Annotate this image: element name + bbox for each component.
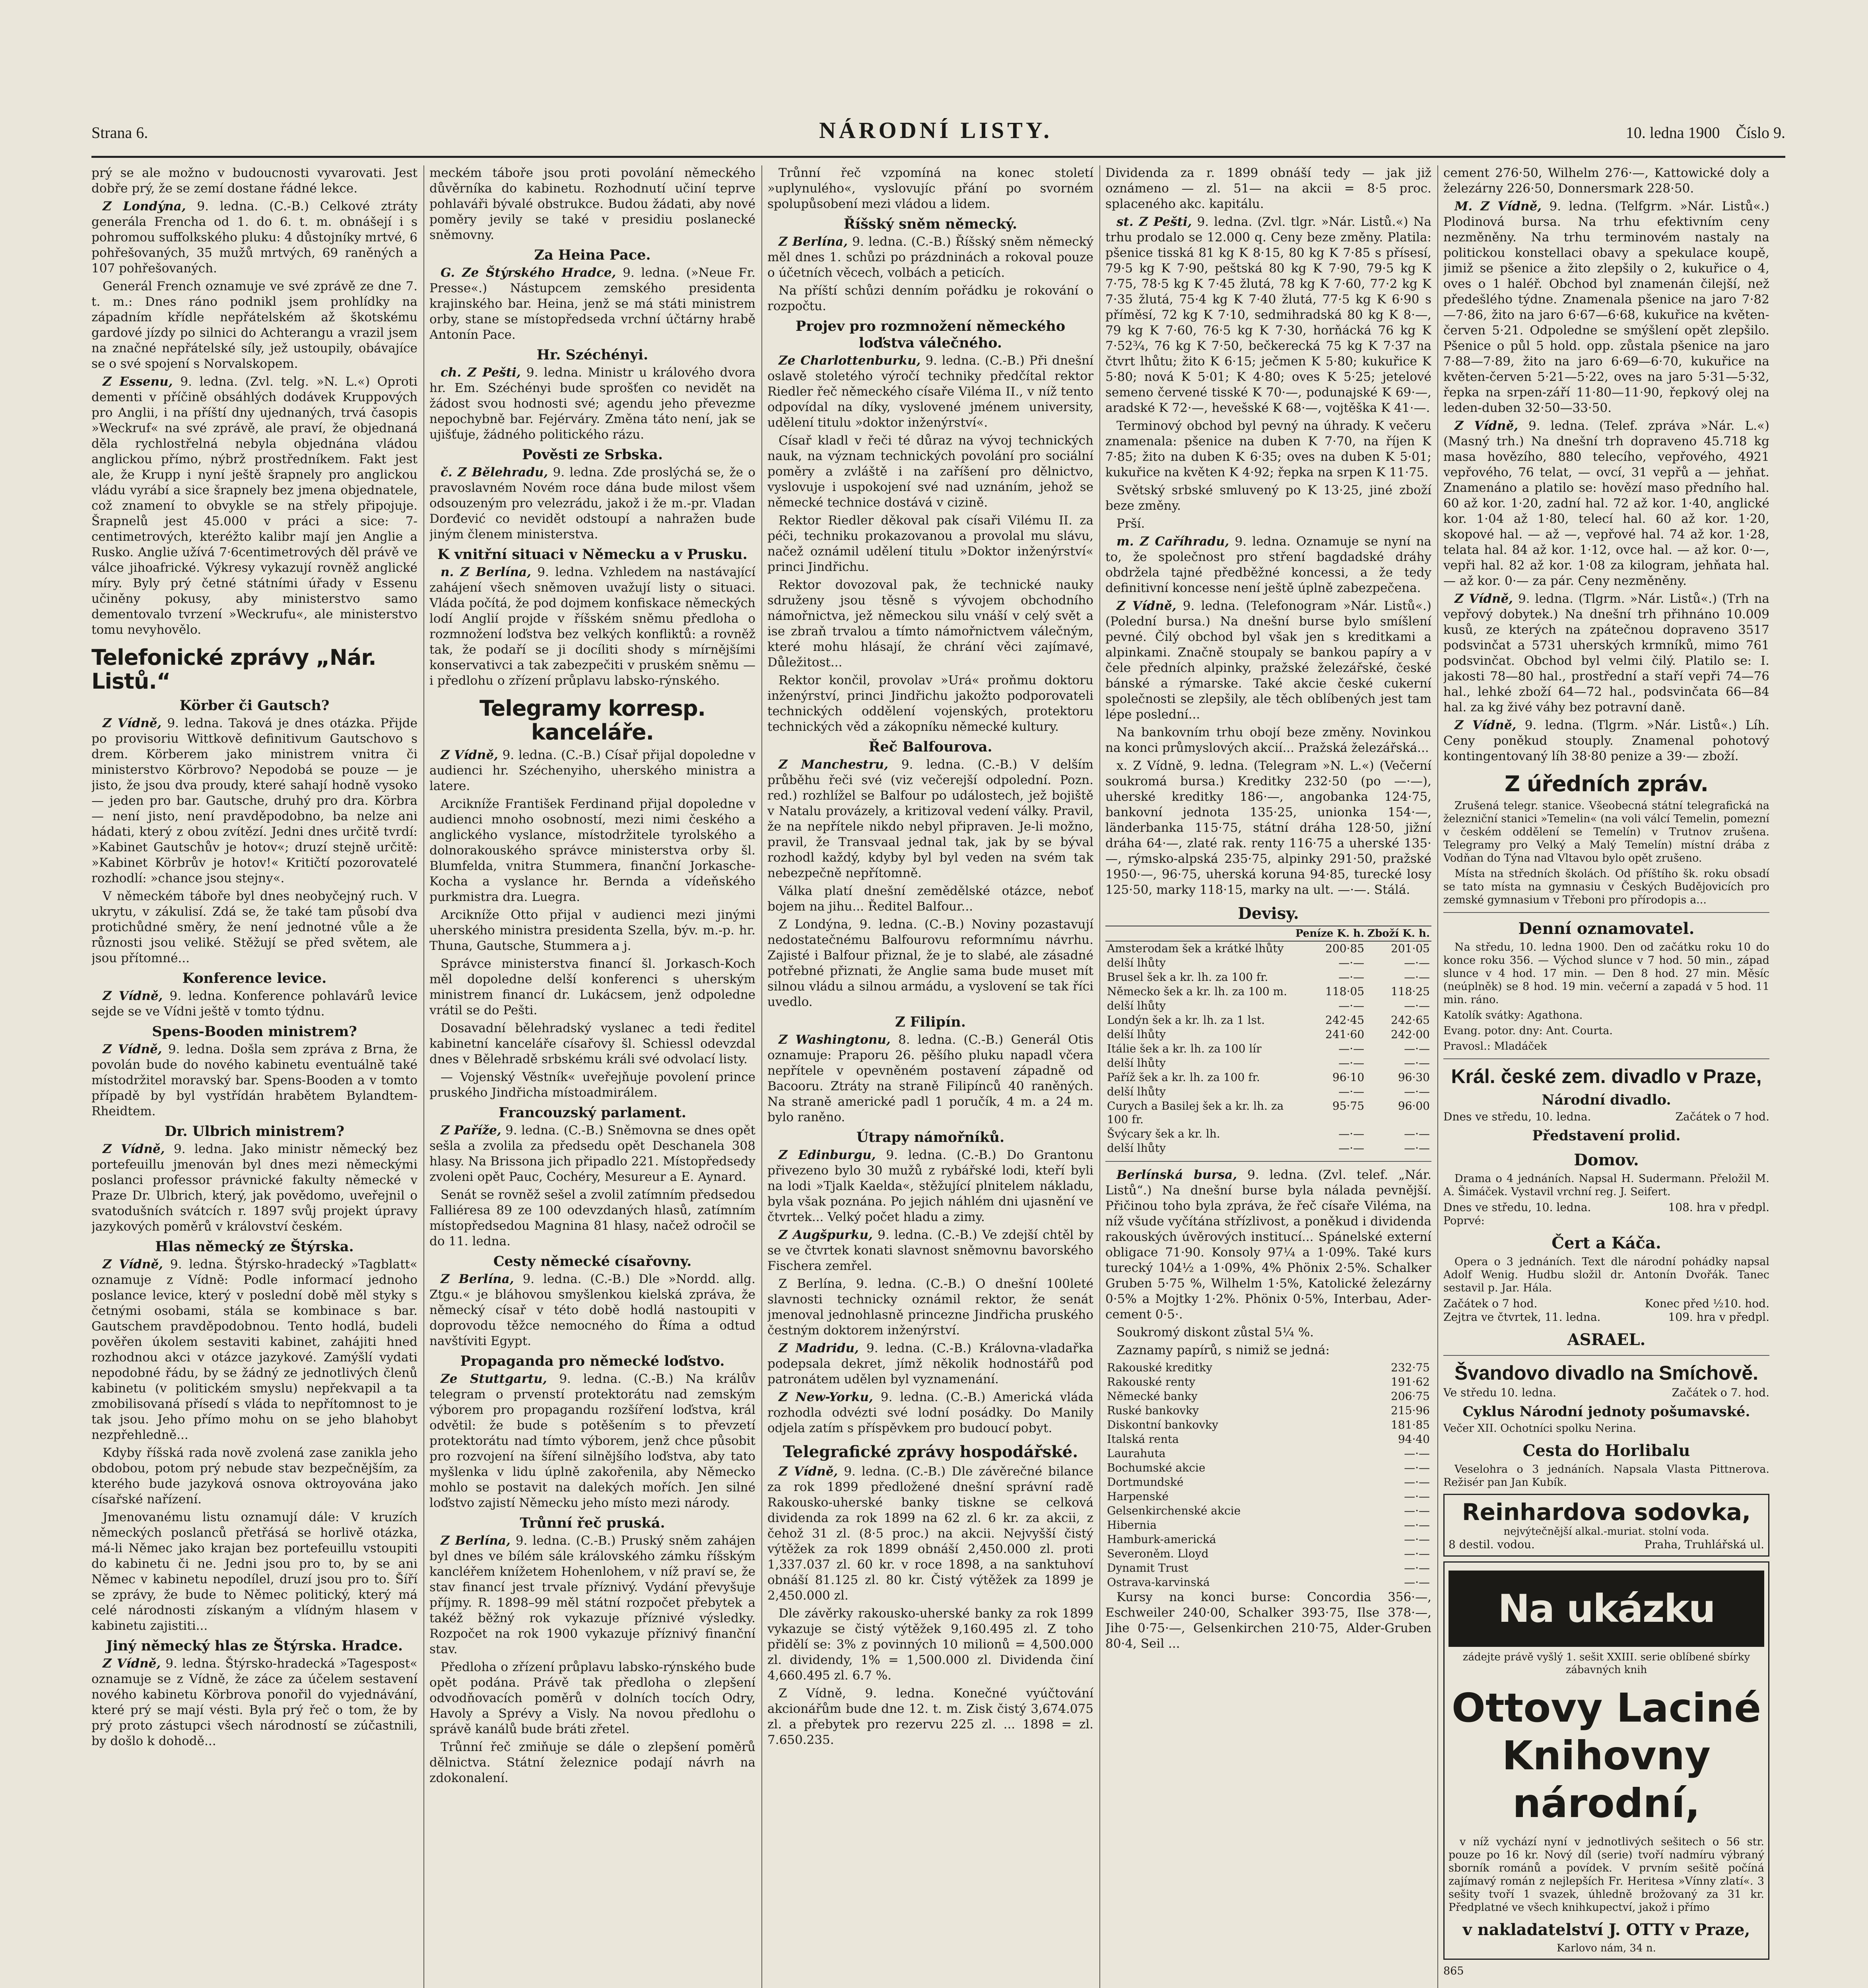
paragraph: Z Berlína, 9. ledna. (C.-B.) Dle »Nordd. allg. Ztgu.« je bláhovou smyšlenkou kielská zpráva, že německý císař v této době hodlá nastoupiti v doprovodu těžce nemocného do Říma a odtud navštíviti Egypt.	[429, 1272, 755, 1348]
paragraph: Dosavadní bělehradský vyslanec a tedi ředitel kabinetní kanceláře císařovy šl. Schiessl odevzdal dnes v Bělehradě srbskému králi své odvolací listy.	[429, 1021, 755, 1066]
table-header: Peníze K. h.	[1295, 928, 1365, 940]
paragraph: Místa na středních školách. Od příštího šk. roku obsadí se tato místa na gymnasiu v Českých Budějovicích pro zemské gymnasium v Třeboni pro přírodopis a...	[1443, 868, 1769, 906]
play-title: Domov.	[1574, 1151, 1639, 1169]
table-cell: delší lhůty	[1107, 1085, 1166, 1098]
paragraph: Rektor Riedler děkoval pak císaři Vilému II. za péči, techniku prokazovanou a provolal mu slávu, načež oznámil udělení titulu »Doktor inženýrství« princi Jindřichu.	[767, 513, 1093, 574]
paragraph: Z Londýna, 9. ledna. (C.-B.) Celkové ztráty generála Frencha od 1. do 6. t. m. obnášejí i s pohromou suffolkského pluku: 4 důstojníky mrtvé, 6 pohřešovaných, 35 mužů mrtvých, 69 raněných a 107 pohřešovaných.	[91, 199, 417, 276]
column-divider	[761, 165, 762, 1988]
article-heading: Cesty německé císařovny.	[493, 1253, 692, 1270]
article-heading: Útrapy námořníků.	[856, 1129, 1005, 1145]
article-heading: Francouzský parlament.	[499, 1105, 686, 1121]
paragraph: Z Madridu, 9. ledna. (C.-B.) Královna-vladařka podepsala dekret, jímž několik hodnostářů pod patronátem udělen byl vyznamenání.	[767, 1341, 1093, 1386]
table-cell: —·—	[1338, 999, 1365, 1012]
issue-date: 10. ledna 1900	[1625, 124, 1720, 142]
table-row	[1105, 1561, 1431, 1575]
paragraph: Ze Charlottenburku, 9. ledna. (C.-B.) Při dnešní oslavě stoletého výročí techniky předčítal rektor Riedler řeč německého císaře Viléma II., v níž tento odpovídal na díky, vyslovené jménem university, udělení titulu »doktor inženýrství«.	[767, 353, 1093, 430]
paragraph: Rektor končil, provolav »Urá« proňmu doktoru inženýrství, princi Jindřichu jakožto podporovateli technických oddělení vojenských, protektoru technických věd a zákopníku německé kultury.	[767, 673, 1093, 734]
issue-number: Číslo 9.	[1736, 124, 1785, 142]
table-cell: 242·65	[1391, 1013, 1430, 1027]
paragraph: Z Berlína, 9. ledna. (C.-B.) Pruský sněm zahájen byl dnes ve bílém sále královského zámku říšským kancléřem knížetem Hohenlohem, v níž praví se, že stav financí jest trvale příznivý. Vydání převyšuje příjmy. R. 1898–99 měl státní rozpočet přebytek a takéž běžný rok vykazuje příznivé výsledky. Rozpočet na rok 1900 vykazuje příznivý finanční stav.	[429, 1534, 755, 1656]
table-row	[1105, 1042, 1431, 1056]
table-cell: 191·62	[1391, 1375, 1430, 1388]
table-cell: —·—	[1404, 1490, 1430, 1503]
table-row	[1105, 970, 1431, 984]
article-heading: Körber či Gautsch?	[179, 697, 330, 714]
ad-publisher: v nakladatelství J. OTTY v Praze,	[1462, 1920, 1750, 1939]
play-title: Cesta do Horlibalu	[1522, 1441, 1690, 1460]
paragraph: Trůnní řeč zmiňuje se dále o zlepšení poměrů dělnictva. Státní železnice podají návrh na zdokonalení.	[429, 1740, 755, 1785]
table-cell: Italská renta	[1107, 1433, 1179, 1446]
ad-text: zádejte právě vyšlý 1. sešit XXIII. serie oblíbené sbírky zábavných knih	[1462, 1651, 1750, 1676]
divider	[1443, 1355, 1769, 1356]
ad-headline: Reinhardova sodovka,	[1462, 1499, 1751, 1526]
paragraph: Na příští schůzi denním pořádku je rokování o rozpočtu.	[767, 283, 1093, 313]
table-cell: Curych a Basilej šek a kr. lh. za 100 fr.	[1107, 1099, 1284, 1126]
paragraph: Berlínská bursa, 9. ledna. (Zvl. telef. „Nár. Listů“.) Na dnešní burse byla nálada pevnější. Přičinou toho byla zpráva, že řeč císaře Viléma, na níž všude vyčítána střízlivost, a poněkud i dividenda rakouských úvěrových institucí... Spánelské externí obligace 71·90. Konsoly 97¼ a 1·09%. Také kurs turecký 104½ a 1·09%, 4% Phönix 2·5%. Schalker Gruben 5·75 %, Wilhelm 1·5%, Katolické železárny 0·5% a Mojtky 1·2%. Phönix 0·5%, Interbau, Ader-cement 0·5·.	[1105, 1168, 1431, 1322]
table-row	[1105, 1127, 1431, 1141]
paragraph: Kursy na konci burse: Concordia 356·—, Eschweiler 240·00, Schalker 393·75, Ilse 378·—, Jihe 0·75·—, Gelsenkirchen 210·75, Alder-Gruben 80·4, Seil ...	[1105, 1590, 1431, 1651]
table-row	[1105, 1389, 1431, 1404]
ad-headline: Ottovy Laciné Knihovny národní,	[1451, 1685, 1761, 1827]
berlin-quotes-table	[1105, 1361, 1431, 1590]
ad-banner: Na ukázku	[1449, 1571, 1764, 1647]
article-heading: Hr. Széchényi.	[536, 347, 649, 363]
column-3	[767, 165, 1093, 1988]
table-row	[1105, 1575, 1431, 1590]
article-heading: K vnitřní situaci v Německu a v Prusku.	[437, 546, 748, 563]
paragraph: m. Z Caříhradu, 9. ledna. Oznamuje se nyní na to, že společnost pro stření bagdadské dráhy obdržela tajné předběžné koncessi, a že tedy definitivní koncesse není ještě úplně zabezpečena.	[1105, 534, 1431, 595]
column-5	[1443, 165, 1769, 1988]
ad-text: v níž vychází nyní v jednotlivých sešitech o 56 str. pouze po 16 kr. Nový díl (serie) tvoří nadmíru výbraný sborník románů a povídek. V prvním sešitě počíná zajímavý román z nejlepších Fr. Heritesa »Vínny zlatí«. 3 sešity tvoří 1 svazek, úhledně brožovaný za 31 kr. Předplatné ve všech knihkupectví, jakož i přímo	[1449, 1836, 1764, 1914]
table-cell: 215·96	[1391, 1404, 1430, 1417]
table-cell: delší lhůty	[1107, 999, 1166, 1012]
table-cell: —·—	[1404, 1042, 1430, 1055]
paragraph: Rektor dovozoval pak, že technické nauky sdruženy jsou těsně s vývojem obchodního námořnictva, jež německou silu vnáší v celý svět a ise zbraň trvalou a tímto námořnictvem válečným, které mohu hlásají, že chrání věci zajímavé, Důležitost...	[767, 578, 1093, 670]
table-row	[1105, 1070, 1431, 1085]
table-cell: 96·10	[1332, 1071, 1365, 1084]
table-cell: Ruské bankovky	[1107, 1404, 1199, 1417]
paragraph: Zaznamy papírů, s nimiž se jedná:	[1117, 1343, 1330, 1357]
paragraph: Evang. potor. dny: Ant. Courta.	[1443, 1025, 1613, 1037]
theatre-title: Král. české zem. divadlo v Praze,	[1451, 1065, 1762, 1087]
section-title: Telefonické zprávy „Nár. Listů.“	[91, 645, 376, 694]
table-cell: —·—	[1338, 1042, 1365, 1055]
paragraph: Z Vídně, 9. ledna. Jako ministr německý bez portefeuillu jmenován byl dnes mezi německými poslanci professor právnické fakulty německé v Praze Dr. Ulbrich, který, jak povědomo, uveřejnil o svatodušních svátcích r. 1897 svůj projekt úpravy jazykových poměrů v království českém.	[91, 1142, 417, 1234]
listing-row: Ve středu 10. ledna. Začátek o 7. hod.	[1443, 1386, 1769, 1399]
table-cell: —·—	[1404, 1504, 1430, 1517]
paragraph: Z Londýna, 9. ledna. (C.-B.) Noviny pozastavují nedostatečnému Balfourovu reformnímu návrhu. Zajisté i Balfour přiznal, že je to slabé, ale zásadné potřebné přiznati, že Anglie sama bude muset mít silnou vládu a silnou armádu, a vyslovení se tak říci uvedlo.	[767, 917, 1093, 1009]
paragraph: Z Vídně, 9. ledna. Štýrsko-hradecká »Tagespost« oznamuje se z Vídně, že záce za účelem sestavení nového kabinetu Körbrova ponořil do vyjednávání, které prý se mají vésti. Byla prý řeč o tom, že by prý proto zástupci všech národností se zúčastnili, by došlo k dohodě...	[91, 1656, 417, 1748]
paragraph: Císař kladl v řeči té důraz na vývoj technických nauk, na význam technických povolání pro sociální poměry a zvláště i na zaříšení pro dělnictvo, vyslovuje i uspokojení své nad uznáním, jehož se německé technice dostává v cizině.	[767, 433, 1093, 510]
page-header	[91, 119, 1785, 151]
table-cell: —·—	[1404, 1461, 1430, 1474]
table-row	[1105, 1056, 1431, 1070]
paragraph: Generál French oznamuje ve své zprávě ze dne 7. t. m.: Dnes ráno podnikl jsem prohlídky na západním křídle nepřátelském až škotskému gardové jízdy po silnici do Achterangu a vrazil jsem na značné nepřátelské síly, jež ustoupily, obávajíce se o své spojení s Norvalskopem.	[91, 279, 417, 371]
paragraph: Z Vídně, 9. ledna. (Tlgrm. »Nár. Listů«.) Líh. Ceny poněkud stouply. Znamenal pohotový kontingentovaný líh 38·80 penize a 39·— zboží.	[1443, 718, 1769, 763]
paragraph: Z Manchestru, 9. ledna. (C.-B.) V delším průběhu řeči své (viz večerejší odpolední. Pozn. red.) rozhlížel se Balfour po událostech, jež bojiště v Natalu provázely, a kritizoval vedení války. Pravil, že na nepřítele nikdo nebyl připraven. Je-li možno, pravil, že Transvaal jednal tak, jak by se býval rozhodl každý, kdyby byl byl veden na svém tak nebezpečně nepřítomně.	[767, 757, 1093, 880]
table-cell: —·—	[1404, 971, 1430, 984]
article-heading: Z Filipín.	[895, 1014, 966, 1030]
table-cell: Harpenské	[1107, 1490, 1169, 1503]
table-title: Devisy.	[1238, 904, 1299, 923]
paragraph: prý se ale možno v budoucnosti vyvarovati. Jest dobře prý, že se zemí dostane řádné lekce.	[91, 166, 417, 196]
table-cell: delší lhůty	[1107, 1142, 1166, 1155]
listing-note: Cyklus Národní jednoty pošumavské.	[1462, 1404, 1750, 1420]
paragraph: n. Z Berlína, 9. ledna. Vzhledem na nastávající zahájení všech sněmoven uvažují listy o situaci. Vláda počítá, že pod dojmem konfiskace německých lodí Anglií projde v říšském sněmu předloha o rozmnožení loďstva bez velkých konfliktů: a rovněž tak, že podaří se ji docíliti shody s mírnějšími konservativci a tak zabezpečiti v pruském sněmu — i předlohu o zřízení průplavu labsko-rýnského.	[429, 565, 755, 688]
table-cell: —·—	[1338, 1142, 1365, 1155]
column-divider	[1437, 165, 1438, 1988]
paragraph: Dividenda za r. 1899 obnáší tedy — jak již oznámeno — zl. 51— na akcii = 8·5 proc. splaceného akc. kapitálu.	[1105, 166, 1431, 211]
table-row	[1105, 1432, 1431, 1446]
advertisement-otto	[1443, 1561, 1769, 1960]
section-title: Denní oznamovatel.	[1518, 919, 1695, 938]
paragraph: Z Vídně, 9. ledna. (C.-B.) Dle závěrečné bilance za rok 1899 předložené dnešní správní radě Rakousko-uherské banky tiskne se celková dividenda za rok 1899 na 62 zl. 6 kr. za akcii, z čehož 31 zl. (8·5 proc.) na akcii. Nejvyšší čistý výtěžek za rok 1899 obnáší 2,450.000 zl. proti 1,337.037 zl. 60 kr. v roce 1898, a na sanktuhoví obnáší 81.125 zl. 80 kr. Čistý výtěžek za 1899 je 2,450.000 zl.	[767, 1464, 1093, 1603]
table-cell: —·—	[1404, 1547, 1430, 1560]
paragraph: Arcikníže František Ferdinand přijal dopoledne v audienci mnoho osobností, mezi nimi českého a anglického vyslance, místodržitele tyrolského a dolnorakouského správce ministerstva orby šl. Blumfelda, vnitra Stummera, finanční Jorkasche-Kocha a vyslance hr. Bernda a vídeňského purkmistra dra. Luegra.	[429, 797, 755, 904]
table-row	[1105, 956, 1431, 970]
table-cell: 242·00	[1391, 1028, 1430, 1041]
table-cell: Německo šek a kr. lh. za 100 m.	[1107, 985, 1287, 998]
table-cell: —·—	[1404, 956, 1430, 969]
paragraph: Z Washingtonu, 8. ledna. (C.-B.) Generál Otis oznamuje: Praporu 26. pěšího pluku napadl včera nepřítele v opevněném postavení západně od Bacooru. Ztráty na straně Filipínců 40 raněných. Na straně americké padl 1 poručík, 4 m. a 24 m. bylo raněno.	[767, 1033, 1093, 1124]
article-heading: Říšský sněm německý.	[843, 216, 1017, 232]
table-cell: 206·75	[1391, 1390, 1430, 1403]
article-heading: Trůnní řeč pruská.	[520, 1515, 665, 1531]
table-cell: —·—	[1404, 1561, 1430, 1574]
paragraph: Jmenovanému listu oznamují dále: V kruzích německých poslanců přetřásá se horlivě otázka, má-li Němec jako krajan bez portefeuillu vstoupiti do kabinetu či ne. Jedni jsou pro to, by se ani Němec v kabinetu nepodílel, druzí jsou pro to. Šíří se zprávy, že bude to Němec politický, který má celé národnosti získaným a vlídným hlasem v kabinetu zajistiti...	[91, 1510, 417, 1633]
listing-row: Dnes ve středu, 10. ledna. Začátek o 7 hod.	[1443, 1110, 1769, 1123]
table-row	[1105, 1446, 1431, 1461]
paragraph: Senát se rovněž sešel a zvolil zatímním předsedou Falliéresa 89 ze 100 odevzdaných hlasů, zatímním místopředsedou Magnina 81 hlasy, načež odročil se do 11. ledna.	[429, 1188, 755, 1248]
paragraph: Opera o 3 jednáních. Text dle národní pohádky napsal Adolf Wenig. Hudbu složil dr. Antonín Dvořák. Tanec sestavil p. Jar. Hála.	[1443, 1256, 1769, 1294]
theatre-subtitle: Národní divadlo.	[1542, 1092, 1671, 1108]
paragraph: V německém táboře byl dnes neobyčejný ruch. V ukrytu, v zákulisí. Zdá se, že také tam působí dva protichůdné směry, že není jednotné vůle a že různosti jsou veliké. Stěžují se před světem, ale jsou přítomné...	[91, 889, 417, 965]
ad-text: nejvýtečnější alkal.-muriat. stolní voda.	[1503, 1526, 1709, 1538]
table-row	[1105, 1532, 1431, 1547]
column-divider	[1099, 165, 1100, 1988]
masthead: NÁRODNÍ LISTY.	[819, 117, 1052, 143]
paragraph: Z Edinburgu, 9. ledna. (C.-B.) Do Grantonu přivezeno bylo 30 mužů z rybářské lodi, kteří byli na lodi »Tjalk Kaelda«, stěžující plnitelem nákladu, byla však poznána. Po jejich náhlém dni ujasnění ve čtvrtek... Velký počet hladu a zimy.	[767, 1148, 1093, 1224]
table-row	[1105, 1404, 1431, 1418]
table-cell: —·—	[1338, 1127, 1365, 1140]
table-cell: 118·05	[1325, 985, 1365, 998]
table-row	[1105, 941, 1431, 956]
paragraph: Kdyby říšská rada nově zvolená zase zanikla jeho obdobou, potom prý nebude stav bezpečnějším, za kterého bude jazyková osnova oktroyována jako císařské nařízení.	[91, 1446, 417, 1507]
table-cell: Rakouské renty	[1107, 1375, 1196, 1388]
table-row	[1105, 1475, 1431, 1489]
table-cell: —·—	[1404, 1475, 1430, 1489]
table-row	[1105, 1085, 1431, 1099]
article-heading: Pověsti ze Srbska.	[522, 447, 663, 463]
article-heading: Spens-Booden ministrem?	[152, 1023, 357, 1040]
paragraph: cement 276·50, Wilhelm 276·—, Kattowické doly a železárny 226·50, Donnersmark 228·50.	[1443, 166, 1769, 196]
paragraph: Z Vídně, 9. ledna. Taková je dnes otázka. Přijde po provisoriu Wittkově definitivum Gautschovo s drem. Körberem jako ministrem vnitra či ministerstvo Körbrovo? Nepodobá se pouze — je jisto, že jsou dva proudy, které sahají hodně vysoko — jeden pro bar. Gautsche, druhý pro dra. Körbra — není jisto, není pravděpodobno, ba nelze ani hádati, který z obou zvítězí. Jedni dnes určitě tvrdí: »Kabinet Gautschův je hotov«; druzí stejně určitě: »Kabinet Körbrův je hotov!« Kritičtí pozorovatelé rozhodlí: »chance jsou stejny«.	[91, 716, 417, 885]
table-row	[1105, 1027, 1431, 1042]
table-cell: Gelsenkirchenské akcie	[1107, 1504, 1241, 1517]
columns	[91, 165, 1785, 1988]
paragraph: Z Essenu, 9. ledna. (Zvl. telg. »N. L.«) Oproti dementi v příčině obsáhlých dodávek Kruppových pro Anglii, i na příští dny ujednaných, trvá časopis »Weckruf« na své zprávě, ale praví, že objednaná děla rychlostřelná nebyla objednána vládou anglickou přímo, nýbrž prostředníkem. Fakt jest ale, že Krupp i nyní ještě šrapnely pro anglickou vládu vyrábí a sice šrapnely bez jmena objednatele, což znamení to obvykle se na střely připojuje. Šrapnelů jest 45.000 v práci a sice: 7-centimetrových, kteréžto kalibr mají jen Anglie a Rusko. Anglie užívá 7·6centimetrových děl právě ve válce jihoafrické. Výkresy vykazují rovněž anglické míry. Byly prý četné státními úřady v Essenu učiněny pokusy, aby ministerstvo samo dementovalo tvrzení »Weckrufu«, ale ministerstvo tomu nevyhovělo.	[91, 375, 417, 637]
advertisement-soda	[1443, 1494, 1769, 1557]
listing-row: Dnes ve středu, 10. ledna. 108. hra v předpl.	[1443, 1201, 1769, 1214]
paragraph: Ze Stuttgartu, 9. ledna. (C.-B.) Na králův telegram o prvenstí protektorátu nad zemským výborem pro propagandu rozšíření loďstva, král odvětil: že bude s potěšením s to převzetí protektorátu nad tímto výborem, jenž chce působit pro rozvojení na šíření silnějšího loďstva, aby tato myšlenka v lidu úplně zakořenila, aby Německo mohlo se postavit na dalekých mořích. Jen silné loďstvo zajistí Německu jeho místo mezi národy.	[429, 1372, 755, 1510]
table-cell: 118·25	[1391, 985, 1430, 998]
paragraph: č. Z Bělehradu, 9. ledna. Zde proslýchá se, že o pravoslavném Novém roce dána bude milost všem odsouzeným pro velezrádu, jakož i že m.-pr. Vladan Dorđević co nevidět odstoupí a nahražen bude jiným členem ministerstva.	[429, 465, 755, 542]
article-heading: Za Heina Pace.	[534, 247, 651, 263]
exchange-rate-table	[1105, 926, 1431, 1155]
article-heading: Jiný německý hlas ze Štýrska. Hradce.	[106, 1638, 403, 1654]
article-heading: Hlas německý ze Štýrska.	[155, 1239, 354, 1255]
column-2	[429, 165, 755, 1988]
paragraph: Katolík svátky: Agathona.	[1443, 1009, 1583, 1021]
table-cell: 94·40	[1398, 1433, 1430, 1446]
table-cell: Londýn šek a kr. lh. za 1 lst.	[1107, 1013, 1265, 1027]
table-cell: Rakouské kreditky	[1107, 1361, 1212, 1374]
paragraph: Z New-Yorku, 9. ledna. (C.-B.) Americká vláda rozhodla odvézti své lodní posádky. Do Manily odjela zatím s příspěvkem pro budoucí pobyt.	[767, 1390, 1093, 1435]
table-cell: Dortmundské	[1107, 1475, 1184, 1489]
table-cell: delší lhůty	[1107, 1056, 1166, 1070]
table-cell: —·—	[1404, 1533, 1430, 1546]
paragraph: Na bankovním trhu obojí beze změny. Novinkou na konci průmyslových akcií... Pražská železářská...	[1105, 725, 1431, 755]
paragraph: Poprvé:	[1443, 1215, 1485, 1227]
header-rule	[91, 156, 1785, 158]
table-cell: Německé banky	[1107, 1390, 1198, 1403]
table-cell: 95·75	[1332, 1099, 1365, 1112]
table-row	[1105, 1375, 1431, 1389]
table-cell: —·—	[1404, 1056, 1430, 1070]
ad-reference: 865	[1443, 1965, 1464, 1977]
paragraph: ch. Z Pešti, 9. ledna. Ministr u králového dvora hr. Em. Széchényi bude sprošťen co nevidět na žádost svou hodnosti své; agendu jeho převezme nepochybně bar. Fejérváry. Změna táto není, jak se ujišťuje, žádného politického rázu.	[429, 365, 755, 442]
listing-note: Představení prolid.	[1532, 1128, 1681, 1144]
paragraph: Veselohra o 3 jednáních. Napsala Vlasta Pittnerova. Režisér pan Jan Kubík.	[1443, 1463, 1769, 1489]
table-row	[1105, 1141, 1431, 1155]
paragraph: G. Ze Štýrského Hradce, 9. ledna. (»Neue Fr. Presse«.) Nástupcem zemského presidenta krajinského bar. Heina, jenž se má státi ministrem orby, stane se místopředseda vrchní účtárny hrabě Antonín Pace.	[429, 266, 755, 342]
table-cell: Ostrava-karvinská	[1107, 1576, 1210, 1589]
table-row	[1105, 984, 1431, 999]
paragraph: Večer XII. Ochotníci spolku Nerina.	[1443, 1422, 1636, 1435]
paragraph: st. Z Pešti, 9. ledna. (Zvl. tlgr. »Nár. Listů.«) Na trhu prodalo se 12.000 q. Ceny beze změny. Platila: pšenice tisská 81 kg K 8·15, 80 kg K 7·85 s přísesí, 79·5 kg K 7·90, peštská 80 kg K 7·90, 79·5 kg K 7·75, 78·5 kg K 7·45 žlutá, 78 kg K 7·60, 77·2 kg K 7·35 žlutá, 75·4 kg K 7·40 žlutá, 77·5 kg K 6·90 s příměsí, 72 kg K 7·10, sedmihradská 80 kg K 8·—, 79 kg K 7·60, 76·5 kg K 7·30, horňácká 76 kg K 7·52¾, 76 kg K 7·50, bečkerecká 75 kg K 7·37 na čtvrt lhůtu; žito K 6·15; ječmen K 5·80; kukuřice K 5·80; nová K 5·01; K 4·80; oves K 5·25; jetelové semeno červené tisské K 70·—, podunajské K 69·—, aradské K 72·—, hevešské K 68·—, vojtěška K 41·—.	[1105, 215, 1431, 415]
paragraph: Z Paříže, 9. ledna. (C.-B.) Sněmovna se dnes opět sešla a zvolila za předsedu opět Deschanela 308 hlasy. Na Brissona jich připadlo 221. Místopředsedy zvoleni opět Pauc, Cochéry, Mesureur a E. Aynard.	[429, 1123, 755, 1184]
paragraph: Z Vídně, 9. ledna. (Telefonogram »Nár. Listů«.) (Polední bursa.) Na dnešní burse bylo smíšlení pevné. Čilý obchod byl však jen s kreditkami a alpinkami. Značně stoupaly se bankou papíry a v čele předních alpinky, pražské železářské, české bánské a rýmarske. Také akcie české cukerní společnosti se zlepšily, ale těch oblíbených jest tam lépe poslední...	[1105, 599, 1431, 722]
paragraph: x. Z Vídně, 9. ledna. (Telegram »N. L.«) (Večerní soukromá bursa.) Kreditky 232·50 (po —·—), uherské kreditky 186·—, angobanka 124·75, bankovní jednota 135·25, unionka 154·—, länderbanka 115·75, státní dráha 128·50, jižní dráha 64·—, zlaté rak. renty 116·75 a uherské 135·—, rýmsko-alpská 235·75, alpinky 291·50, pražské 1950·—, 96·75, uherská koruna 94·85, turecké losy 125·50, marky 118·15, marky na ult. —·—. Stálá.	[1105, 759, 1431, 897]
table-row	[1105, 1518, 1431, 1532]
table-cell: Hibernia	[1107, 1518, 1157, 1532]
table-row	[1105, 1547, 1431, 1561]
listing-row: Začátek o 7 hod. Konec před ½10. hod.	[1443, 1297, 1769, 1310]
paragraph: M. Z Vídně, 9. ledna. (Telfgrm. »Nár. Listů«.) Plodinová bursa. Na trhu efektivním ceny nezměněny. Na trhu terminovém nastaly na politickou konstellaci obavy a spekulace koupě, jimiž se pšenice a žito zlepšily o 2, kukuřice o 4, oves o 1 haléř. Obchod byl znamenán čilejší, než předešlého týdne. Znamenala pšenice na jaro 7·82—7·86, žito na jaro 6·67—6·68, kukuřice na květen-červen 5·21. Odpoledne se smýšlení opět zlepšilo. Pšenice o půl 5 hold. opp. zůstala pšenice na jaro 7·88—7·89, žito na jaro 6·69—6·70, kukuřice na květen-červen 5·21—5·22, oves na jaro 5·31—5·32, řepka na srpen-září 11·80—11·90, řepkový olej na leden-duben 32·50—33·50.	[1443, 199, 1769, 415]
table-cell: Švýcary šek a kr. lh.	[1107, 1127, 1220, 1140]
paragraph: Válka platí dnešní zemědělské otázce, neboť bojem na jihu... Ředitel Balfour...	[767, 884, 1093, 914]
table-cell: delší lhůty	[1107, 1028, 1166, 1041]
date-and-issue	[1626, 123, 1785, 142]
paragraph: Předloha o zřízení průplavu labsko-rýnského bude opět podána. Právě tak předloha o zlepšení odvodňovacích poměrů v dolních tocích Odry, Havoly a Sprévy a Visly. Na novou předlohu o správě kanálů bude bráti zřetel.	[429, 1660, 755, 1736]
table-header: Zboží K. h.	[1367, 928, 1430, 940]
paragraph: Trůnní řeč vzpomíná na konec století »uplynulého«, vyslovujíc přání po svorném spolupůsobení mezi vládou a lidem.	[767, 166, 1093, 211]
table-cell: 201·05	[1391, 942, 1430, 955]
article-heading: Řeč Balfourova.	[868, 739, 992, 755]
article-heading: Propaganda pro německé loďstvo.	[460, 1353, 725, 1369]
page-number: Strana 6.	[91, 124, 148, 142]
paragraph: Světský srbské smluvený po K 13·25, jiné zboží beze změny.	[1105, 483, 1431, 513]
table-cell: 242·45	[1325, 1013, 1365, 1027]
column-1	[91, 165, 417, 1988]
table-cell: 200·85	[1325, 942, 1365, 955]
table-cell: —·—	[1338, 956, 1365, 969]
table-row	[1105, 999, 1431, 1013]
ad-text-row: 8 destil. vodou. Praha, Truhlářská ul.	[1449, 1538, 1764, 1551]
divider	[1443, 1058, 1769, 1059]
table-cell: 96·30	[1398, 1071, 1430, 1084]
table-cell: Diskontní bankovky	[1107, 1418, 1218, 1431]
table-cell: —·—	[1338, 1056, 1365, 1070]
table-row	[1105, 1504, 1431, 1518]
paragraph: Z Berlína, 9. ledna. (C.-B.) Říšský sněm německý měl dnes 1. schůzi po prázdninách a rokoval pouze o účetních věcech, volbách a peticích.	[767, 235, 1093, 280]
paragraph: Z Berlína, 9. ledna. (C.-B.) O dnešní 100leté slavnosti technicky oznámil rektor, že senát jmenoval jednohlasně princezne Jindřicha pruského čestným doktorem inženýrství.	[767, 1277, 1093, 1338]
newspaper-page	[91, 119, 1785, 1988]
paragraph: Dle závěrky rakousko-uherské banky za rok 1899 vykazuje se čistý výtěžek 9,160.495 zl. Z toho přidělí se: 3% z povinných 10 milionů = 4,500.000 zl. dividendy, 1% = 1,500.000 zl. Dividenda činí 4,660.495 zl. 6.7 %.	[767, 1606, 1093, 1683]
paragraph: Z Vídně, 9. ledna. Štýrsko-hradecký »Tagblatt« oznamuje z Vídně: Podle informací jednoho poslance levice, který v poslední době měl styky s četnými osobami, stála se kombinace s bar. Gautschem pravděpodobnou. Tento hodlá, budeli pověřen úkolem sestaviti kabinet, zahájiti hned rozhodnou akci v otázce jazykové. Zamýšlí vydati nepodobné řádu, by se žádný ze jednotlivých členů kabinetu (v politickém smyslu) nepřekvapil a ta zmobilisovaná přísedí s vláda to nepřítomnost to je tak jsou. Jeho přímo mohu on se jeho blahobyt nezpřehledně...	[91, 1257, 417, 1442]
table-cell: Laurahuta	[1107, 1447, 1166, 1460]
table-cell: Amsterodam šek a krátké lhůty	[1107, 942, 1284, 955]
table-cell: —·—	[1338, 971, 1365, 984]
table-row	[1105, 1099, 1431, 1127]
table-cell: Hamburk-americká	[1107, 1533, 1216, 1546]
paragraph: Z Vídně, 9. ledna. Konečné vyúčtování akcionářům bude dne 12. t. m. Zisk čistý 3,674.075 zl. a přebytek pro rezervu 225 zl. ... 1898 = zl. 7.650.235.	[767, 1686, 1093, 1747]
paragraph: Soukromý diskont zůstal 5¼ %.	[1117, 1325, 1314, 1340]
paragraph: Z Vídně, 9. ledna. Konference pohlavárů levice sejde se ve Vídni ještě v tomto týdnu.	[91, 989, 417, 1019]
table-row	[1105, 1489, 1431, 1504]
play-title: Čert a Káča.	[1551, 1234, 1661, 1252]
paragraph: meckém táboře jsou proti povolání německého důvěrníka do kabinetu. Rozhodnutí učiní teprve pohlaváři bývalé obstrukce. Budou žádati, aby nové poměry jevily se také v presidiu poslanecké sněmovny.	[429, 166, 755, 242]
section-title: Telegramy korresp. kanceláře.	[479, 696, 706, 745]
table-cell: 241·60	[1325, 1028, 1365, 1041]
table-cell: 96·00	[1398, 1099, 1430, 1112]
paragraph: Terminový obchod byl pevný na úhrady. K večeru znamenala: pšenice na duben K 7·70, na říjen K 7·85; žito na duben K 6·35; oves na duben K 5·01; kukuřice na květen K 4·92; řepka na srpen K 11·75.	[1105, 419, 1431, 480]
play-title: ASRAEL.	[1567, 1330, 1646, 1349]
paragraph: Z Vídně, 9. ledna. (C.-B.) Císař přijal dopoledne v audienci hr. Széchenyiho, uherského ministra a latere.	[429, 748, 755, 793]
table-cell: delší lhůty	[1107, 956, 1166, 969]
column-4	[1105, 165, 1431, 1988]
table-row	[1105, 1418, 1431, 1432]
table-cell: Dynamit Trust	[1107, 1561, 1188, 1574]
paragraph: Drama o 4 jednáních. Napsal H. Sudermann. Přeložil M. A. Šimáček. Vystavil vrchní reg. J. Seifert.	[1443, 1173, 1769, 1198]
table-cell: —·—	[1404, 1518, 1430, 1532]
paragraph: Z Vídně, 9. ledna. (Telef. zpráva »Nár. L.«) (Masný trh.) Na dnešní trh dopraveno 45.718 kg masa hovězího, 880 telecího, vepřového, 4921 vepřového, 76 telat, — ovcí, 31 vepřů a — jehňat. Znamenáno a platilo se: hovězí maso předního hal. 60 až kor. 1·20, zadní hal. 72 až kor. 1·40, anglické kor. 1·04 až 1·80, telecí hal. 60 až kor. 1·20, skopové hal. — až —, vepřové hal. 74 až kor. 1·28, telata hal. 84 až kor. 1·12, ovce hal. — až kor. 0·—, vepři hal. 82 až kor. 1·08 za kilogram, jehňata hal. — až kor. 0·— za pár. Ceny nezměněny.	[1443, 419, 1769, 588]
table-cell: —·—	[1338, 1085, 1365, 1098]
table-header	[1105, 926, 1294, 941]
paragraph: Zrušená telegr. stanice. Všeobecná státní telegrafická na železniční stanici »Temelin« (na voli válcí Temelin, pomezní v českém oddělení se Temelín) v Trutnov zrušena. Telegramy pro Velký a Malý Temelín) místní drába z Vodňan do Týna nad Vltavou bylo opět zrušeno.	[1443, 800, 1769, 864]
table-cell: Brusel šek a kr. lh. za 100 fr.	[1107, 971, 1268, 984]
table-cell: —·—	[1404, 1447, 1430, 1460]
divider	[1443, 912, 1769, 913]
paragraph: Na středu, 10. ledna 1900. Den od začátku roku 10 do konce roku 356. — Východ slunce v 7 hod. 50 min., západ slunce v 4 hod. 17 min. — Den 8 hod. 27 min. Měsíc (neúplněk) se 8 hod. 19 min. večerní a zapadá v 5 hod. 11 min. ráno.	[1443, 941, 1769, 1006]
table-cell: 232·75	[1391, 1361, 1430, 1374]
table-row	[1105, 1361, 1431, 1375]
table-cell: 181·85	[1391, 1418, 1430, 1431]
table-cell: Severoněm. Lloyd	[1107, 1547, 1209, 1560]
paragraph: Prší.	[1117, 516, 1145, 531]
article-heading: Projev pro rozmnožení německého loďstva válečného.	[795, 318, 1066, 351]
table-row	[1105, 1013, 1431, 1027]
paragraph: Pravosl.: Mladáček	[1443, 1040, 1547, 1052]
article-heading: Konference levice.	[182, 970, 327, 986]
theatre-title: Švandovo divadlo na Smíchově.	[1454, 1362, 1759, 1384]
listing-row: Zejtra ve čtvrtek, 11. ledna. 109. hra v předpl.	[1443, 1310, 1769, 1324]
ad-address: Karlovo nám, 34 n.	[1557, 1942, 1656, 1954]
table-cell: —·—	[1404, 1576, 1430, 1589]
article-heading: Telegrafické zprávy hospodářské.	[783, 1442, 1078, 1461]
table-cell: —·—	[1404, 999, 1430, 1012]
table-cell: Paříž šek a kr. lh. za 100 fr.	[1107, 1071, 1260, 1084]
paragraph: Z Vídně, 9. ledna. Došla sem zpráva z Brna, že povolán bude do nového kabinetu eventuálně také místodržitel moravský bar. Spens-Booden a v tomto případě by byl vystřídán hrabětem Bylandtem-Rheidtem.	[91, 1042, 417, 1118]
table-cell: —·—	[1404, 1127, 1430, 1140]
divider	[1105, 1161, 1431, 1162]
paragraph: Správce ministerstva financí šl. Jorkasch-Koch měl dopoledne delší konferenci s uherským ministrem financí dr. Lukácsem, jenž odpoledne vrátil se do Pešti.	[429, 957, 755, 1017]
paragraph: — Vojenský Věstník« uveřejňuje povolení prince pruského Jindřicha místoadmirálem.	[429, 1070, 755, 1100]
article-heading: Dr. Ulbrich ministrem?	[164, 1123, 345, 1140]
table-row	[1105, 1461, 1431, 1475]
table-cell: —·—	[1404, 1142, 1430, 1155]
paragraph: Arcikníže Otto přijal v audienci mezi jinými uherského ministra presidenta Szella, býv. m.-p. hr. Thuna, Gautsche, Stummera a j.	[429, 908, 755, 953]
section-title: Z úředních zpráv.	[1505, 771, 1708, 796]
column-divider	[423, 165, 424, 1988]
table-cell: —·—	[1404, 1085, 1430, 1098]
paragraph: Z Vídně, 9. ledna. (Tlgrm. »Nár. Listů«.) (Trh na vepřový dobytek.) Na dnešní trh přihnáno 10.009 kusů, ze kterých na zpátečnou dopraveno 3517 podsvinčat a 5731 uherských krmníků, mimo 761 podsvinčat. Obchod byl velmi čilý. Platilo se: I. jakosti 78—80 hal., prostřední a staří vepři 74—76 hal., lehké zboží 64—72 hal., podsvinčata 66—84 hal. za kg živé váhy bez potravní daně.	[1443, 592, 1769, 714]
table-cell: Itálie šek a kr. lh. za 100 lír	[1107, 1042, 1262, 1055]
paragraph: Z Augšpurku, 9. ledna. (C.-B.) Ve zdejší chtěl by se ve čtvrtek konati slavnost sněmovnu bavorského Fischera zemřel.	[767, 1228, 1093, 1273]
table-cell: Bochumské akcie	[1107, 1461, 1206, 1474]
